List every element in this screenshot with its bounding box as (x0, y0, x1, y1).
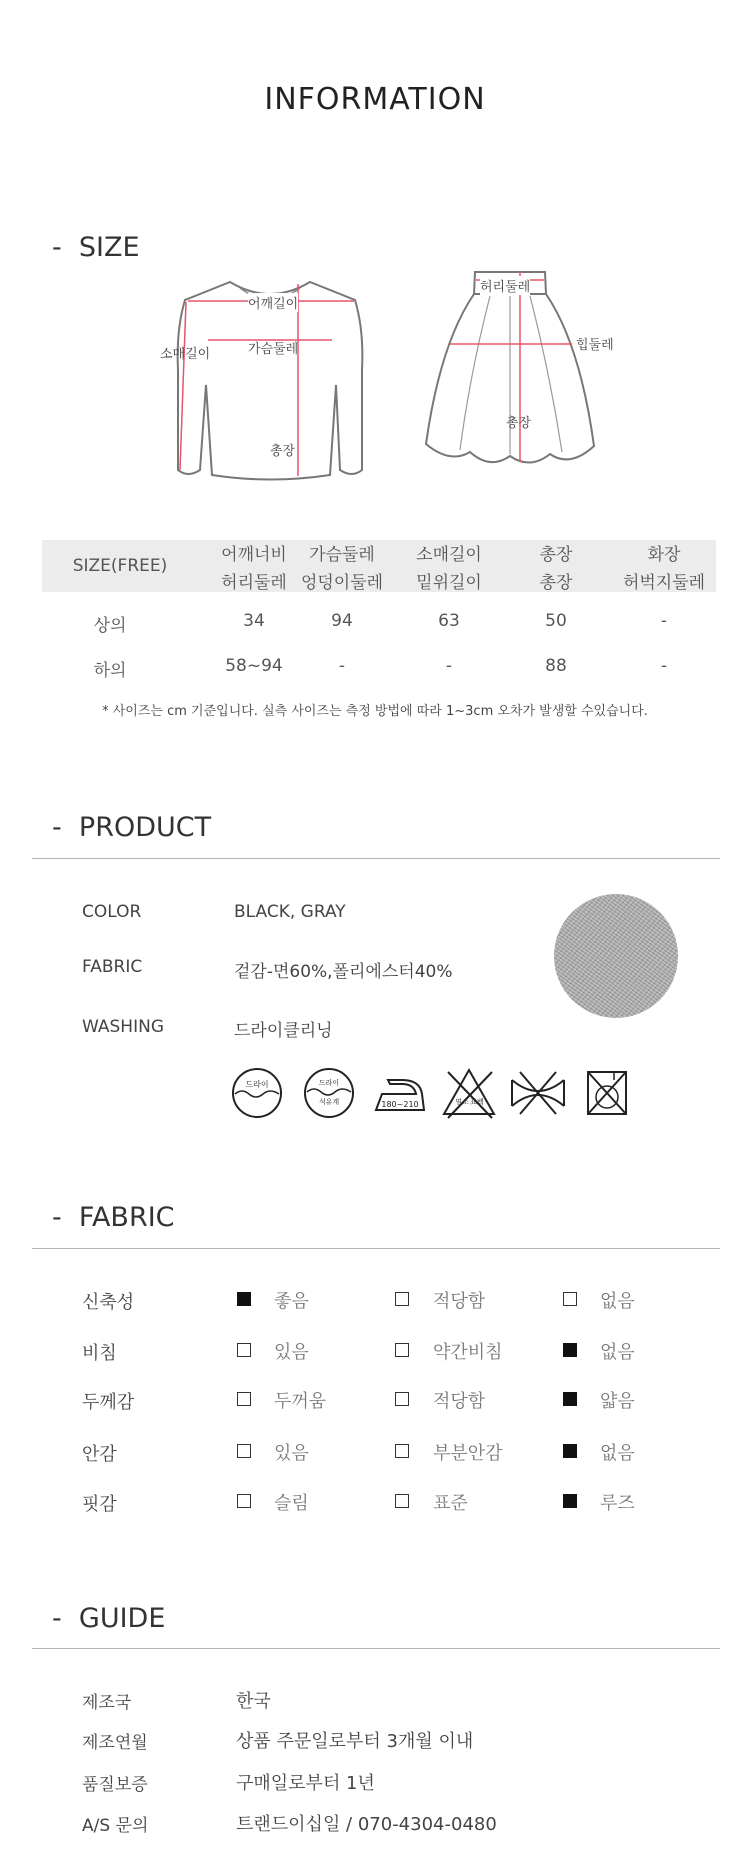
fabric-checkbox (395, 1343, 409, 1357)
fabric-row-label: 핏감 (82, 1494, 117, 1515)
fabric-option-label: 있음 (274, 1342, 309, 1363)
dry-clean-petroleum-icon (302, 1066, 356, 1120)
product-section-title: - PRODUCT (52, 812, 212, 843)
table-cell: 50 (545, 611, 567, 631)
section-divider (32, 1248, 720, 1249)
size-row-header: SIZE(FREE) (72, 556, 168, 576)
row-label-top: 상의 (93, 616, 127, 636)
fabric-checkbox (563, 1343, 577, 1357)
no-bleach-icon (440, 1066, 498, 1120)
row-label-bottom: 하의 (93, 661, 127, 681)
fabric-checkbox (395, 1292, 409, 1306)
fabric-option-label: 있음 (274, 1443, 309, 1464)
fabric-option-label: 루즈 (600, 1493, 635, 1514)
fabric-row-label: 두께감 (82, 1392, 135, 1413)
table-cell: - (660, 611, 668, 631)
guide-value-as: 트랜드이십일 / 070-4304-0480 (236, 1814, 497, 1835)
fabric-checkbox (395, 1392, 409, 1406)
no-tumble-dry-icon (584, 1066, 630, 1120)
no-wring-icon (508, 1066, 568, 1120)
fabric-checkbox (563, 1444, 577, 1458)
shoulder-label: 어깨길이 (248, 293, 298, 312)
table-cell: 63 (438, 611, 460, 631)
col-header-2a: 가슴둘레 (309, 545, 375, 565)
skirt-size-diagram (420, 264, 600, 480)
fabric-checkbox (395, 1444, 409, 1458)
col-header-2b: 엉덩이둘레 (300, 573, 384, 593)
color-value: BLACK, GRAY (234, 902, 346, 922)
fabric-option-label: 없음 (600, 1291, 635, 1312)
col-header-4b: 총장 (539, 573, 573, 593)
col-header-1b: 허리둘레 (221, 573, 287, 593)
petroleum-text: 석유계 (318, 1098, 340, 1106)
col-header-5b: 허벅지둘레 (622, 573, 706, 593)
fabric-option-label: 두꺼움 (274, 1391, 327, 1412)
table-cell: 88 (545, 656, 567, 676)
page-title: INFORMATION (264, 82, 486, 117)
washing-label: WASHING (82, 1017, 164, 1037)
size-note: * 사이즈는 cm 기준입니다. 실측 사이즈는 측정 방법에 따라 1~3cm 오차가 발생할 수있습니다. (102, 704, 648, 719)
section-divider (32, 858, 720, 859)
fabric-value: 겉감-면60%,폴리에스터40% (234, 962, 453, 982)
col-header-5a: 화장 (647, 545, 681, 565)
fabric-checkbox (237, 1444, 251, 1458)
waist-label: 허리둘레 (480, 276, 530, 295)
fabric-checkbox (563, 1392, 577, 1406)
fabric-option-label: 약간비침 (433, 1342, 503, 1363)
table-cell: 34 (243, 611, 265, 631)
fabric-option-label: 적당함 (433, 1291, 486, 1312)
fabric-option-label: 없음 (600, 1443, 635, 1464)
hip-label: 힙둘레 (576, 338, 614, 353)
top-length-label: 총장 (270, 444, 296, 459)
fabric-option-label: 적당함 (433, 1391, 486, 1412)
col-header-3a: 소매길이 (416, 545, 482, 565)
guide-label-as: A/S 문의 (82, 1816, 149, 1836)
fabric-option-label: 표준 (433, 1493, 468, 1514)
fabric-checkbox (237, 1343, 251, 1357)
fabric-row-label: 안감 (82, 1444, 117, 1465)
guide-value-date: 상품 주문일로부터 3개월 이내 (236, 1731, 474, 1752)
fabric-row-label: 신축성 (82, 1292, 135, 1313)
fabric-checkbox (237, 1494, 251, 1508)
fabric-label: FABRIC (82, 957, 143, 977)
dry-clean-icon (230, 1066, 284, 1120)
table-cell: 58~94 (225, 656, 283, 676)
table-cell: - (660, 656, 668, 676)
dry-clean-text: 드라이 (318, 1079, 340, 1087)
fabric-checkbox (237, 1392, 251, 1406)
col-header-4a: 총장 (539, 545, 573, 565)
fabric-section-title: - FABRIC (52, 1202, 175, 1233)
sleeve-label: 소매길이 (160, 347, 211, 362)
col-header-1a: 어깨너비 (221, 545, 287, 565)
iron-temp-text: 180~210 (381, 1100, 419, 1109)
bleach-text: 표백 (470, 1098, 484, 1106)
fabric-swatch (554, 894, 678, 1018)
fabric-checkbox (395, 1494, 409, 1508)
iron-icon (372, 1066, 428, 1120)
guide-value-country: 한국 (236, 1691, 271, 1712)
table-cell: - (445, 656, 453, 676)
color-label: COLOR (82, 902, 142, 922)
guide-label-date: 제조연월 (82, 1733, 148, 1753)
fabric-option-label: 슬림 (274, 1493, 309, 1514)
dry-clean-text: 드라이 (245, 1080, 269, 1089)
guide-section-title: - GUIDE (52, 1603, 166, 1634)
skirt-length-label: 총장 (506, 416, 532, 431)
fabric-row-label: 비침 (82, 1343, 117, 1364)
fabric-option-label: 없음 (600, 1342, 635, 1363)
bleach-text: 염소 (455, 1098, 469, 1106)
table-cell: 94 (331, 611, 353, 631)
fabric-option-label: 얇음 (600, 1391, 635, 1412)
washing-value: 드라이클리닝 (234, 1021, 333, 1041)
fabric-checkbox (237, 1292, 251, 1306)
fabric-checkbox (563, 1494, 577, 1508)
size-section-title: - SIZE (52, 232, 140, 263)
fabric-option-label: 부분안감 (433, 1443, 503, 1464)
fabric-option-label: 좋음 (274, 1291, 309, 1312)
table-cell: - (338, 656, 346, 676)
guide-value-warranty: 구매일로부터 1년 (236, 1773, 375, 1794)
section-divider (32, 1648, 720, 1649)
chest-label: 가슴둘레 (248, 342, 299, 357)
fabric-checkbox (563, 1292, 577, 1306)
guide-label-warranty: 품질보증 (82, 1775, 148, 1795)
col-header-3b: 밑위길이 (416, 573, 482, 593)
guide-label-country: 제조국 (82, 1693, 132, 1713)
